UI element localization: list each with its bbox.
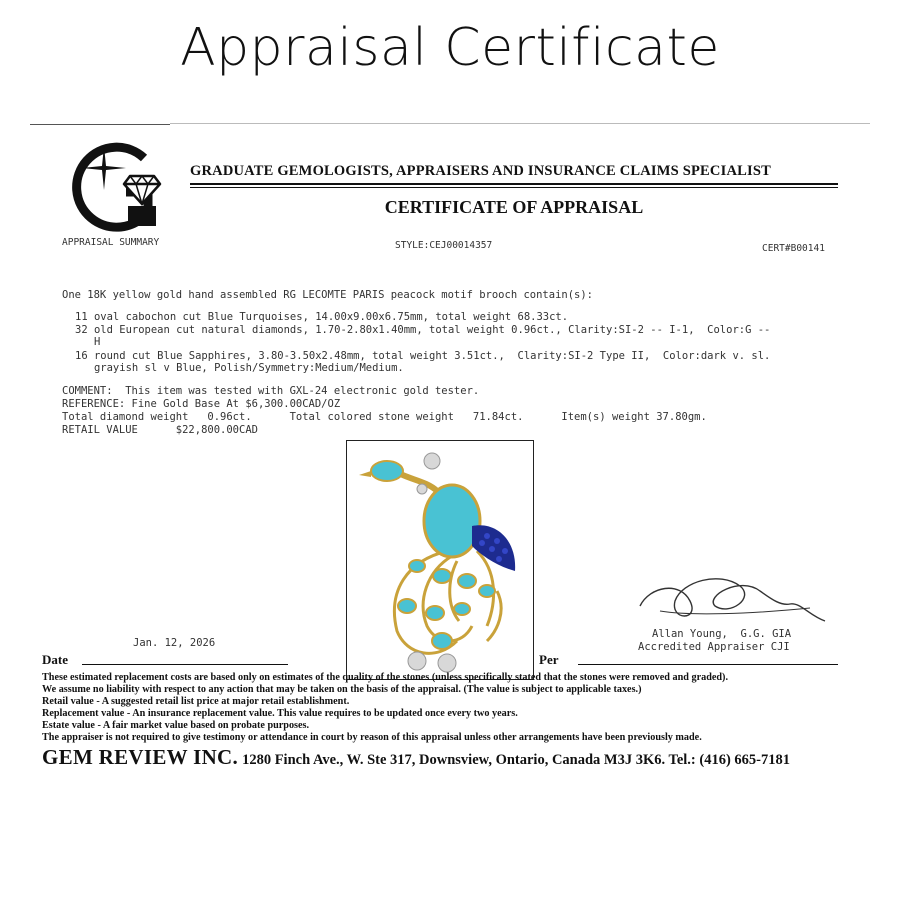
item-description: One 18K yellow gold hand assembled RG LECOMTE PARIS peacock motif brooch contain(s): [62,289,594,301]
fine-print-liability: We assume no liability with respect to any action that may be taken on the basis of the appraisal. (The value is subject to applicable taxes.) [42,684,642,695]
comment-line: COMMENT: This item was tested with GXL-24 electronic gold tester. [62,385,480,397]
retail-value: RETAIL VALUE $22,800.00CAD [62,424,258,436]
certificate-title: CERTIFICATE OF APPRAISAL [384,197,644,217]
appraiser-title: Accredited Appraiser CJI [638,641,790,653]
reference-line: REFERENCE: Fine Gold Base At $6,300.00CAD/OZ [62,398,341,410]
top-divider-faint [170,123,870,124]
header-rule [190,183,838,185]
page-heading: Appraisal Certificate [180,18,720,78]
company-tagline: GRADUATE GEMOLOGISTS, APPRAISERS AND INSURANCE CLAIMS SPECIALIST [190,163,771,179]
summary-label: APPRAISAL SUMMARY [62,237,160,248]
date-value: Jan. 12, 2026 [133,637,216,649]
top-divider [30,124,170,125]
brooch-photo [346,440,534,680]
fine-print-retail: Retail value - A suggested retail list price at major retail establishment. [42,696,350,707]
style-number: STYLE:CEJ00014357 [395,240,493,251]
date-label: Date [42,652,68,667]
per-label: Per [539,652,559,667]
stone-line-diamond: 32 old European cut natural diamonds, 1.70-2.80x1.40mm, total weight 0.96ct., Clarity:SI-2 -- I-1, Color:G -- [75,324,771,336]
fine-print-estimates: These estimated replacement costs are based only on estimates of the quality of the stones (unless specifically stated that the stones were removed and graded). [42,672,728,683]
certificate-number: CERT#B00141 [762,243,825,254]
stone-line-turquoise: 11 oval cabochon cut Blue Turquoises, 14.00x9.00x6.75mm, total weight 68.33ct. [75,311,569,323]
gem-logo-icon [66,140,166,240]
fine-print-testimony: The appraiser is not required to give testimony or attendance in court by reason of this appraisal unless other arrangements have been previously made. [42,732,702,743]
stone-line-sapphire-cont: grayish sl v Blue, Polish/Symmetry:Medium/Medium. [75,362,404,374]
date-line [82,664,288,665]
footer [42,745,790,770]
appraiser-signature-icon [630,566,830,636]
appraiser-name: Allan Young, G.G. GIA [652,628,792,640]
stone-line-sapphire: 16 round cut Blue Sapphires, 3.80-3.50x2.48mm, total weight 3.51ct., Clarity:SI-2 Type II, Color:dark v. sl. [75,350,771,362]
fine-print-estate: Estate value - A fair market value based on probate purposes. [42,720,310,731]
footer-brand: GEM REVIEW INC. [42,745,239,769]
stone-line-diamond-cont: H [75,336,101,348]
totals-line: Total diamond weight 0.96ct. Total colored stone weight 71.84ct. Item(s) weight 37.80gm. [62,411,707,423]
header-rule-thin [190,187,838,188]
fine-print-replacement: Replacement value - An insurance replacement value. This value requires to be updated once every two years. [42,708,518,719]
per-line [578,664,838,665]
footer-address: 1280 Finch Ave., W. Ste 317, Downsview, Ontario, Canada M3J 3K6. Tel.: (416) 665-7181 [242,752,790,768]
